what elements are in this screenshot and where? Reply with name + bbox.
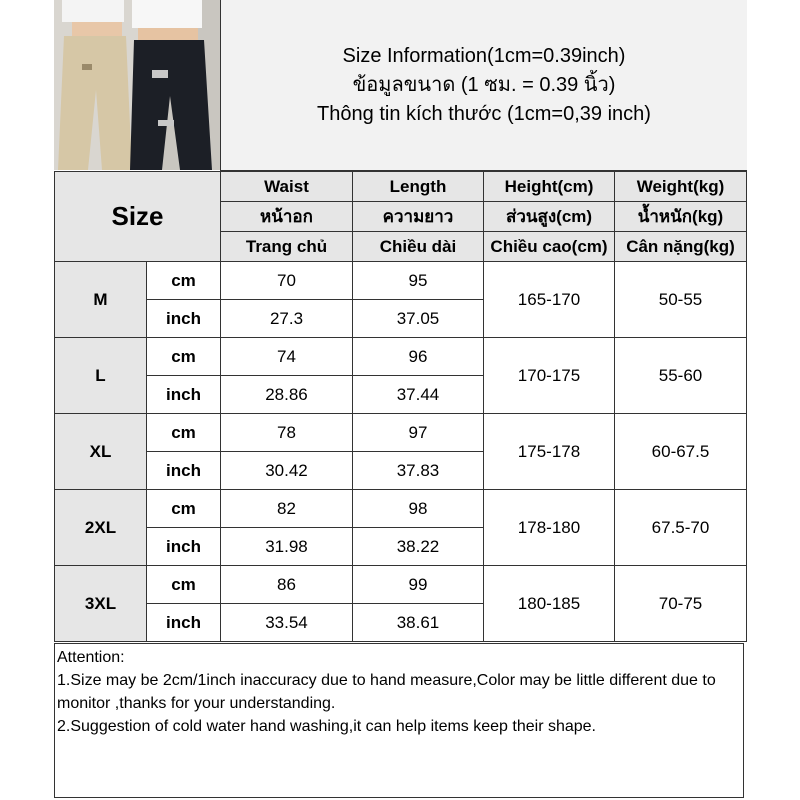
- model-pants-image: [54, 0, 220, 170]
- waist-cm: 86: [221, 566, 353, 604]
- table-row: [55, 338, 747, 376]
- unit-cm: cm: [147, 490, 221, 528]
- title-vietnamese: Thông tin kích thước (1cm=0,39 inch): [317, 102, 651, 125]
- attention-note-2: 2.Suggestion of cold water hand washing,it can help items keep their shape.: [57, 718, 596, 735]
- waist-inch: 27.3: [221, 300, 353, 338]
- weight-range: 60-67.5: [615, 414, 747, 490]
- waist-cm: 70: [221, 262, 353, 300]
- length-cm: 97: [353, 414, 484, 452]
- weight-range: 50-55: [615, 262, 747, 338]
- height-header: Height(cm): [484, 172, 615, 202]
- unit-cm: cm: [147, 414, 221, 452]
- height-header-vi: Chiều cao(cm): [484, 232, 615, 262]
- weight-header-vi: Cân nặng(kg): [615, 232, 747, 262]
- length-header-thai: ความยาว: [353, 202, 484, 232]
- title-thai: ข้อมูลขนาด (1 ซม. = 0.39 นิ้ว): [352, 73, 616, 96]
- length-inch: 37.05: [353, 300, 484, 338]
- length-inch: 37.44: [353, 376, 484, 414]
- table-row: [55, 262, 747, 300]
- weight-range: 55-60: [615, 338, 747, 414]
- attention-heading: Attention:: [57, 649, 125, 666]
- size-label: L: [55, 338, 147, 414]
- unit-inch: inch: [147, 528, 221, 566]
- waist-cm: 74: [221, 338, 353, 376]
- size-table: [54, 171, 747, 642]
- unit-inch: inch: [147, 604, 221, 642]
- waist-cm: 82: [221, 490, 353, 528]
- size-label: 3XL: [55, 566, 147, 642]
- height-range: 175-178: [484, 414, 615, 490]
- size-information-header: [220, 0, 747, 171]
- table-row: [55, 414, 747, 452]
- unit-inch: inch: [147, 376, 221, 414]
- waist-header-vi: Trang chủ: [221, 232, 353, 262]
- attention-note-1: 1.Size may be 2cm/1inch inaccuracy due to hand measure,Color may be little different due to monitor ,thanks for your understanding.: [57, 672, 716, 712]
- length-cm: 98: [353, 490, 484, 528]
- table-row: [55, 566, 747, 604]
- height-range: 180-185: [484, 566, 615, 642]
- weight-range: 70-75: [615, 566, 747, 642]
- length-inch: 37.83: [353, 452, 484, 490]
- length-inch: 38.22: [353, 528, 484, 566]
- table-row: [55, 490, 747, 528]
- waist-cm: 78: [221, 414, 353, 452]
- waist-header: Waist: [221, 172, 353, 202]
- weight-range: 67.5-70: [615, 490, 747, 566]
- length-cm: 99: [353, 566, 484, 604]
- waist-inch: 33.54: [221, 604, 353, 642]
- height-header-thai: ส่วนสูง(cm): [484, 202, 615, 232]
- waist-header-thai: หน้าอก: [221, 202, 353, 232]
- height-range: 170-175: [484, 338, 615, 414]
- height-range: 178-180: [484, 490, 615, 566]
- waist-inch: 30.42: [221, 452, 353, 490]
- waist-inch: 28.86: [221, 376, 353, 414]
- attention-notes: [54, 643, 744, 798]
- size-label: M: [55, 262, 147, 338]
- waist-inch: 31.98: [221, 528, 353, 566]
- weight-header: Weight(kg): [615, 172, 747, 202]
- header-row-english: [55, 172, 747, 202]
- size-label: 2XL: [55, 490, 147, 566]
- unit-cm: cm: [147, 262, 221, 300]
- height-range: 165-170: [484, 262, 615, 338]
- length-header: Length: [353, 172, 484, 202]
- size-label: XL: [55, 414, 147, 490]
- unit-inch: inch: [147, 300, 221, 338]
- size-chart: [54, 0, 746, 800]
- title-english: Size Information(1cm=0.39inch): [342, 44, 626, 67]
- length-inch: 38.61: [353, 604, 484, 642]
- unit-cm: cm: [147, 338, 221, 376]
- size-column-header: Size: [55, 172, 221, 262]
- product-photo: [54, 0, 221, 170]
- length-header-vi: Chiều dài: [353, 232, 484, 262]
- unit-inch: inch: [147, 452, 221, 490]
- length-cm: 95: [353, 262, 484, 300]
- length-cm: 96: [353, 338, 484, 376]
- unit-cm: cm: [147, 566, 221, 604]
- weight-header-thai: น้ำหนัก(kg): [615, 202, 747, 232]
